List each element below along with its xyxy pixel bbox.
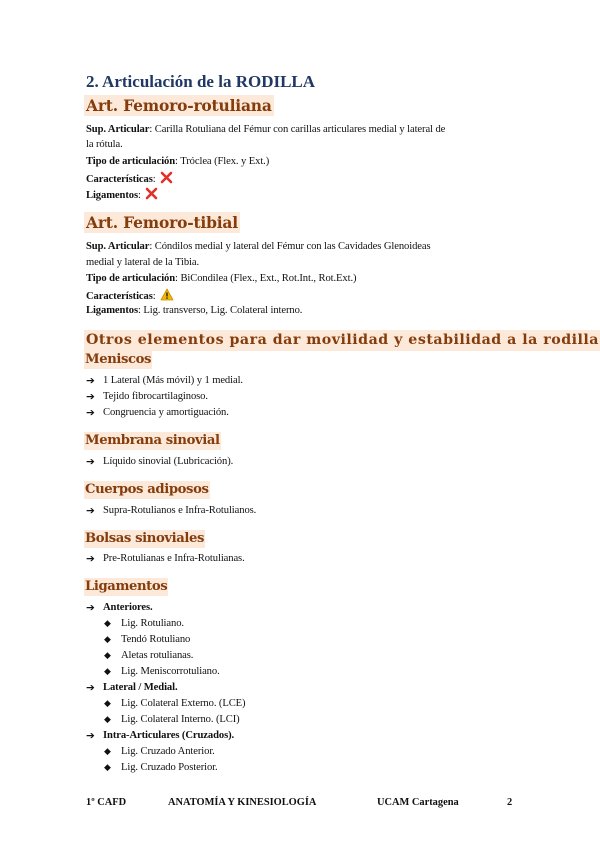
diamond-bullet-icon: ◆ xyxy=(104,747,111,757)
femoro-rotuliana-tipo: Tipo de articulación: Tróclea (Flex. y Ext.) xyxy=(86,156,270,167)
list-item: Supra-Rotulianos e Infra-Rotulianos. xyxy=(103,505,257,516)
subheading-cuerpos-adiposos: Cuerpos adiposos xyxy=(85,482,209,497)
section-heading-otros-elementos: Otros elementos para dar movilidad y estabilidad a la rodilla xyxy=(84,330,600,351)
arrow-bullet-icon: ➔ xyxy=(86,730,95,742)
list-item: Tejido fibrocartilaginoso. xyxy=(103,391,208,402)
list-item: Tendó Rotuliano xyxy=(121,634,191,645)
femoro-tibial-tipo: Tipo de articulación: BiCondilea (Flex., Ext., Rot.Int., Rot.Ext.) xyxy=(86,273,357,284)
diamond-bullet-icon: ◆ xyxy=(104,699,111,709)
arrow-bullet-icon: ➔ xyxy=(86,682,95,694)
footer-course: 1º CAFD xyxy=(86,797,127,808)
diamond-bullet-icon: ◆ xyxy=(104,651,111,661)
cross-mark-icon xyxy=(160,171,173,189)
subheading-meniscos: Meniscos xyxy=(85,352,152,367)
diamond-bullet-icon: ◆ xyxy=(104,619,111,629)
footer-university: UCAM Cartagena xyxy=(377,797,459,808)
femoro-rotuliana-sup-line-2: la rótula. xyxy=(86,139,123,150)
list-item: Aletas rotulianas. xyxy=(121,650,194,661)
list-item: Lig. Cruzado Posterior. xyxy=(121,762,218,773)
list-item: 1 Lateral (Más móvil) y 1 medial. xyxy=(103,375,243,386)
list-item: Lig. Colateral Interno. (LCI) xyxy=(121,714,240,725)
arrow-bullet-icon: ➔ xyxy=(86,456,95,468)
femoro-tibial-caracteristicas: Características: xyxy=(86,288,174,306)
list-item: Lig. Cruzado Anterior. xyxy=(121,746,215,757)
diamond-bullet-icon: ◆ xyxy=(104,715,111,725)
femoro-tibial-sup-line: Sup. Articular: Cóndilos medial y lateral del Fémur con las Cavidades Glenoideas xyxy=(86,241,431,252)
footer-subject: ANATOMÍA Y KINESIOLOGÍA xyxy=(168,797,317,808)
page-title: 2. Articulación de la RODILLA xyxy=(86,72,316,91)
femoro-rotuliana-sup-line: Sup. Articular: Carilla Rotuliana del Fémur con carillas articulares medial y lateral de xyxy=(86,124,446,135)
arrow-bullet-icon: ➔ xyxy=(86,375,95,387)
arrow-bullet-icon: ➔ xyxy=(86,505,95,517)
femoro-rotuliana-ligamentos: Ligamentos: xyxy=(86,187,158,205)
footer-page-number: 2 xyxy=(507,797,513,808)
ligamentos-group-label: Anteriores. xyxy=(103,602,153,613)
list-item: Líquido sinovial (Lubricación). xyxy=(103,456,234,467)
section-heading-femoro-tibial: Art. Femoro-tibial xyxy=(86,213,238,232)
list-item: Pre-Rotulianas e Infra-Rotulianas. xyxy=(103,553,245,564)
list-item: Lig. Rotuliano. xyxy=(121,618,184,629)
femoro-tibial-ligamentos: Ligamentos: Lig. transverso, Lig. Colateral interno. xyxy=(86,305,303,316)
list-item: Congruencia y amortiguación. xyxy=(103,407,229,418)
section-heading-femoro-rotuliana: Art. Femoro-rotuliana xyxy=(86,96,272,115)
femoro-tibial-sup-line-2: medial y lateral de la Tibia. xyxy=(86,257,200,268)
arrow-bullet-icon: ➔ xyxy=(86,391,95,403)
cross-mark-icon xyxy=(145,187,158,205)
list-item: Lig. Colateral Externo. (LCE) xyxy=(121,698,246,709)
subheading-membrana-sinovial: Membrana sinovial xyxy=(85,433,220,448)
arrow-bullet-icon: ➔ xyxy=(86,602,95,614)
ligamentos-group-label: Lateral / Medial. xyxy=(103,682,178,693)
arrow-bullet-icon: ➔ xyxy=(86,553,95,565)
subheading-ligamentos: Ligamentos xyxy=(85,579,168,594)
diamond-bullet-icon: ◆ xyxy=(104,667,111,677)
diamond-bullet-icon: ◆ xyxy=(104,635,111,645)
list-item: Lig. Meniscorrotuliano. xyxy=(121,666,220,677)
diamond-bullet-icon: ◆ xyxy=(104,763,111,773)
ligamentos-group-label: Intra-Articulares (Cruzados). xyxy=(103,730,235,741)
femoro-rotuliana-caracteristicas: Características: xyxy=(86,171,173,189)
subheading-bolsas-sinoviales: Bolsas sinoviales xyxy=(85,531,204,546)
arrow-bullet-icon: ➔ xyxy=(86,407,95,419)
